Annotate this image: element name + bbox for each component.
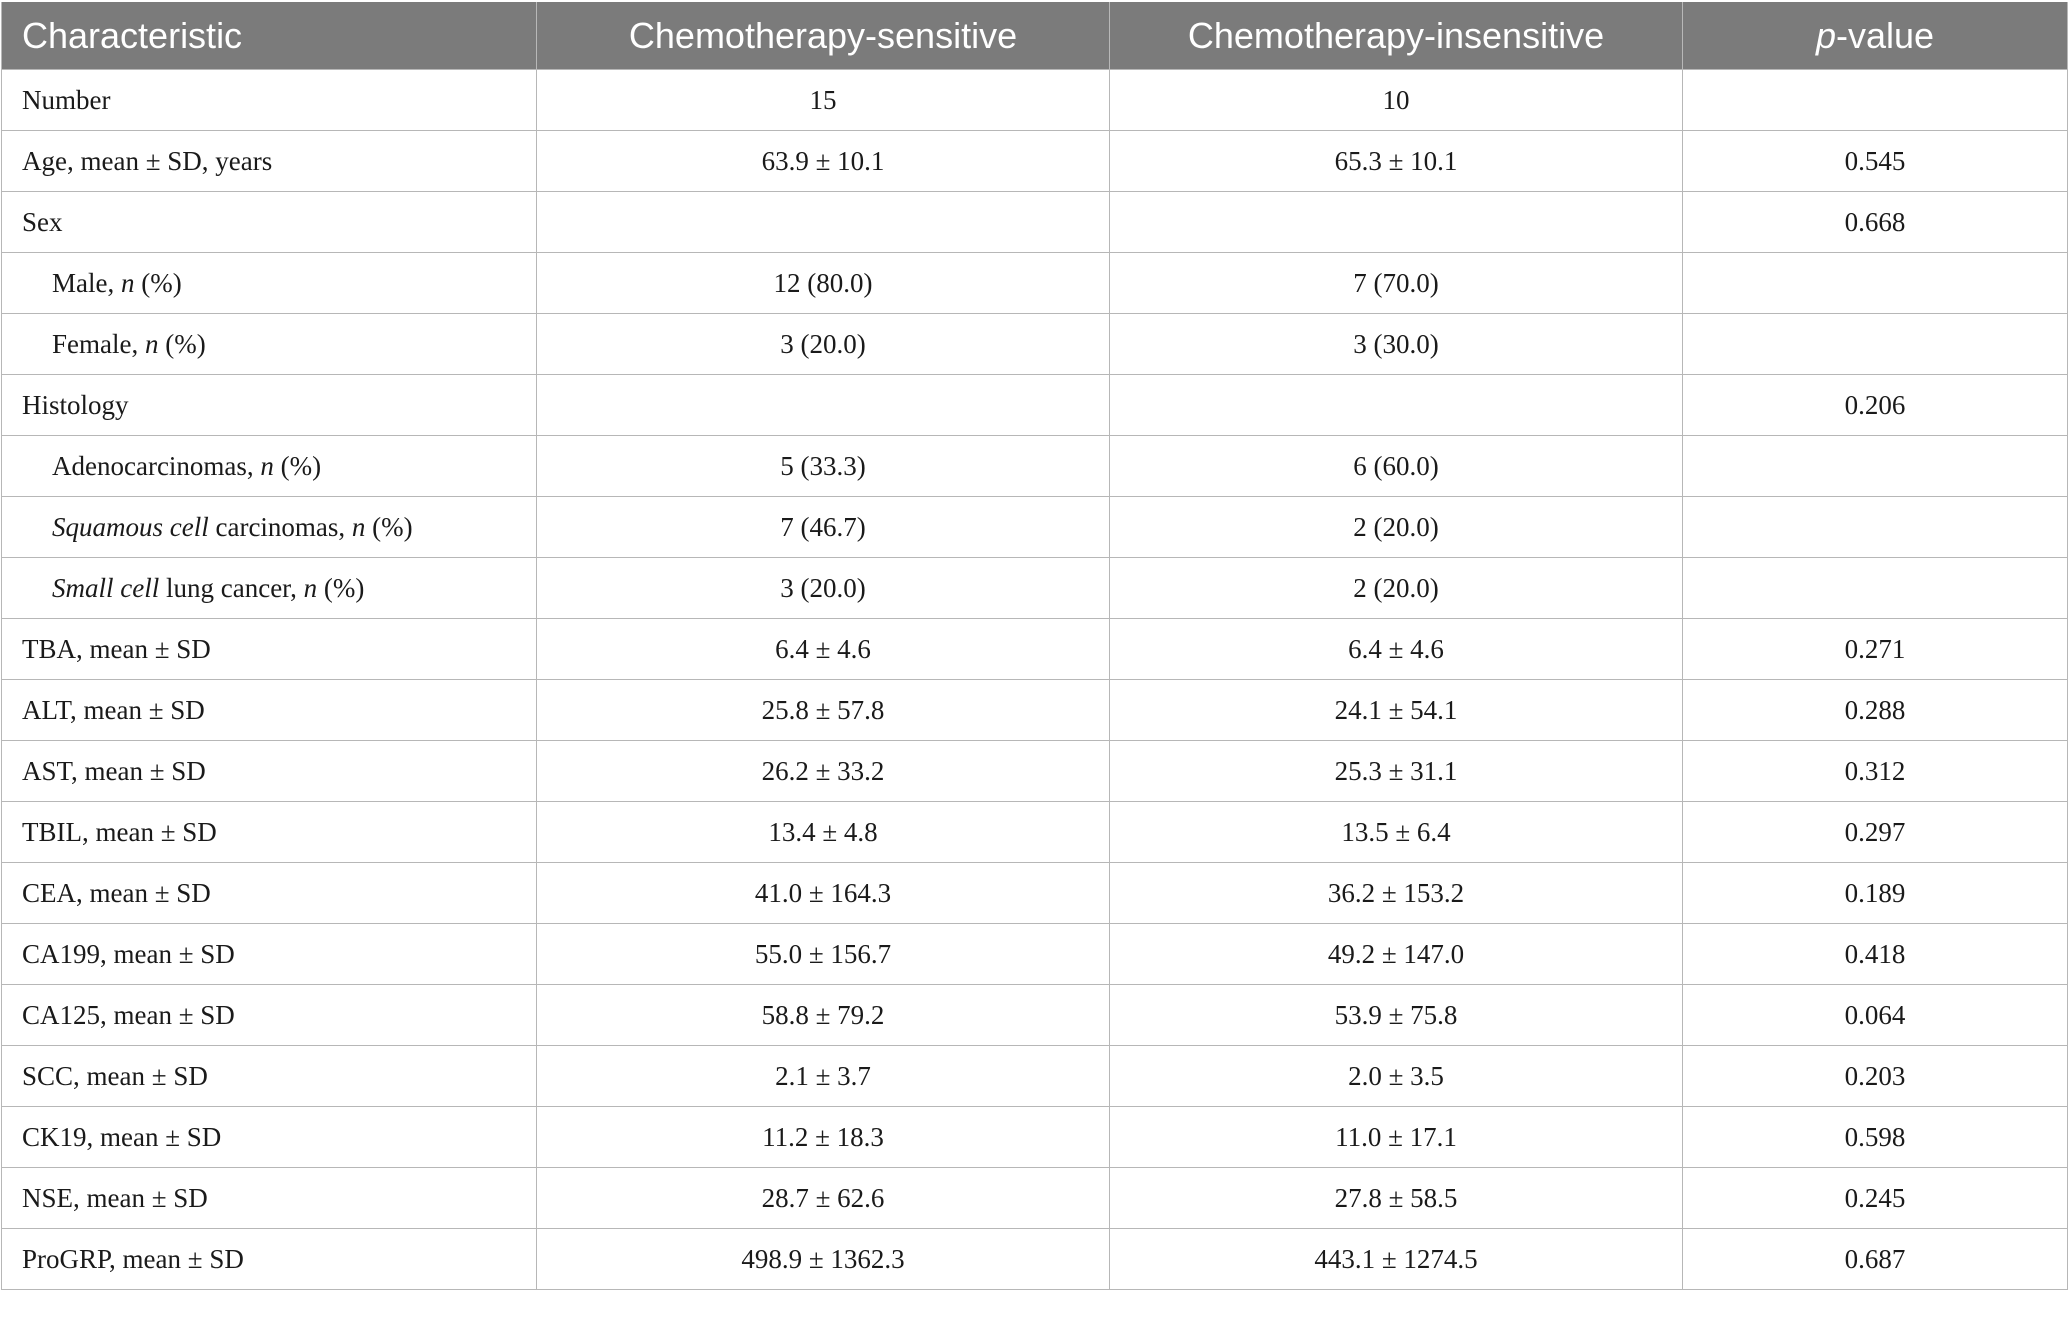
row-label: ProGRP, mean ± SD: [2, 1229, 537, 1290]
table-row: [2, 1168, 2068, 1229]
cell-p-value: 0.668: [1683, 192, 2068, 253]
cell-insensitive: 36.2 ± 153.2: [1110, 863, 1683, 924]
cell-insensitive: 2.0 ± 3.5: [1110, 1046, 1683, 1107]
cell-insensitive: 7 (70.0): [1110, 253, 1683, 314]
cell-sensitive: 11.2 ± 18.3: [537, 1107, 1110, 1168]
cell-insensitive: 49.2 ± 147.0: [1110, 924, 1683, 985]
table-row: [2, 314, 2068, 375]
cell-sensitive: [537, 192, 1110, 253]
cell-sensitive: 5 (33.3): [537, 436, 1110, 497]
cell-p-value: 0.598: [1683, 1107, 2068, 1168]
row-label: [2, 314, 537, 375]
cell-insensitive: 11.0 ± 17.1: [1110, 1107, 1683, 1168]
row-label-text: (%): [134, 267, 182, 298]
row-label-italic: n: [144, 328, 159, 359]
header-chemo-sensitive: Chemotherapy-sensitive: [537, 2, 1110, 70]
cell-p-value: 0.312: [1683, 741, 2068, 802]
row-label-italic: n: [303, 572, 318, 603]
row-label: CA125, mean ± SD: [2, 985, 537, 1046]
cell-insensitive: 2 (20.0): [1110, 558, 1683, 619]
row-label-text: Female,: [52, 328, 145, 359]
cell-insensitive: 3 (30.0): [1110, 314, 1683, 375]
cell-p-value: [1683, 253, 2068, 314]
cell-insensitive: 53.9 ± 75.8: [1110, 985, 1683, 1046]
cell-insensitive: 443.1 ± 1274.5: [1110, 1229, 1683, 1290]
cell-sensitive: 12 (80.0): [537, 253, 1110, 314]
table-row: [2, 802, 2068, 863]
row-label-text: carcinomas,: [208, 511, 352, 542]
cell-sensitive: [537, 375, 1110, 436]
row-label-text: Male,: [52, 267, 121, 298]
row-label: [2, 436, 537, 497]
cell-sensitive: 7 (46.7): [537, 497, 1110, 558]
cell-insensitive: 27.8 ± 58.5: [1110, 1168, 1683, 1229]
table-row: [2, 497, 2068, 558]
table-row: [2, 1107, 2068, 1168]
table-row: [2, 863, 2068, 924]
cell-sensitive: 13.4 ± 4.8: [537, 802, 1110, 863]
cell-insensitive: 6 (60.0): [1110, 436, 1683, 497]
cell-p-value: 0.206: [1683, 375, 2068, 436]
cell-sensitive: 63.9 ± 10.1: [537, 131, 1110, 192]
cell-sensitive: 6.4 ± 4.6: [537, 619, 1110, 680]
row-label: SCC, mean ± SD: [2, 1046, 537, 1107]
cell-insensitive: 10: [1110, 70, 1683, 131]
cell-p-value: [1683, 558, 2068, 619]
row-label: CEA, mean ± SD: [2, 863, 537, 924]
cell-p-value: 0.288: [1683, 680, 2068, 741]
header-characteristic: Characteristic: [2, 2, 537, 70]
table-row: [2, 680, 2068, 741]
cell-p-value: 0.687: [1683, 1229, 2068, 1290]
cell-p-value: 0.189: [1683, 863, 2068, 924]
cell-sensitive: 26.2 ± 33.2: [537, 741, 1110, 802]
row-label-text: lung cancer,: [159, 572, 304, 603]
table-row: [2, 70, 2068, 131]
cell-sensitive: 25.8 ± 57.8: [537, 680, 1110, 741]
row-label: CK19, mean ± SD: [2, 1107, 537, 1168]
cell-sensitive: 28.7 ± 62.6: [537, 1168, 1110, 1229]
row-label-text: (%): [158, 328, 206, 359]
cell-p-value: 0.203: [1683, 1046, 2068, 1107]
cell-insensitive: 2 (20.0): [1110, 497, 1683, 558]
row-label-text: Adenocarcinomas,: [52, 450, 261, 481]
row-label: CA199, mean ± SD: [2, 924, 537, 985]
row-label: Histology: [2, 375, 537, 436]
cell-insensitive: [1110, 192, 1683, 253]
row-label: TBIL, mean ± SD: [2, 802, 537, 863]
row-label-italic: Squamous cell: [52, 511, 209, 542]
cell-insensitive: 65.3 ± 10.1: [1110, 131, 1683, 192]
row-label: AST, mean ± SD: [2, 741, 537, 802]
cell-insensitive: 24.1 ± 54.1: [1110, 680, 1683, 741]
cell-p-value: 0.064: [1683, 985, 2068, 1046]
table-row: [2, 619, 2068, 680]
cell-p-value: [1683, 314, 2068, 375]
cell-sensitive: 3 (20.0): [537, 314, 1110, 375]
table-row: [2, 131, 2068, 192]
cell-sensitive: 498.9 ± 1362.3: [537, 1229, 1110, 1290]
row-label: [2, 558, 537, 619]
table-row: [2, 741, 2068, 802]
header-row: [2, 2, 2068, 70]
table-row: [2, 375, 2068, 436]
row-label: [2, 497, 537, 558]
cell-p-value: 0.271: [1683, 619, 2068, 680]
cell-sensitive: 58.8 ± 79.2: [537, 985, 1110, 1046]
row-label: TBA, mean ± SD: [2, 619, 537, 680]
row-label-text: (%): [365, 511, 413, 542]
cell-p-value: [1683, 436, 2068, 497]
row-label-italic: n: [120, 267, 135, 298]
table-row: [2, 924, 2068, 985]
characteristics-table: [1, 2, 2068, 1290]
cell-p-value: 0.418: [1683, 924, 2068, 985]
cell-insensitive: 25.3 ± 31.1: [1110, 741, 1683, 802]
row-label: [2, 253, 537, 314]
cell-sensitive: 2.1 ± 3.7: [537, 1046, 1110, 1107]
row-label: Age, mean ± SD, years: [2, 131, 537, 192]
table-row: [2, 558, 2068, 619]
table-row: [2, 1229, 2068, 1290]
table-row: [2, 1046, 2068, 1107]
cell-sensitive: 3 (20.0): [537, 558, 1110, 619]
row-label: NSE, mean ± SD: [2, 1168, 537, 1229]
cell-p-value: [1683, 70, 2068, 131]
header-p-italic: p: [1815, 14, 1836, 56]
cell-insensitive: 6.4 ± 4.6: [1110, 619, 1683, 680]
cell-sensitive: 41.0 ± 164.3: [537, 863, 1110, 924]
header-chemo-insensitive: Chemotherapy-insensitive: [1110, 2, 1683, 70]
cell-p-value: [1683, 497, 2068, 558]
cell-insensitive: 13.5 ± 6.4: [1110, 802, 1683, 863]
table-row: [2, 192, 2068, 253]
row-label: Number: [2, 70, 537, 131]
cell-p-value: 0.297: [1683, 802, 2068, 863]
row-label-text: (%): [273, 450, 322, 481]
row-label-text: (%): [317, 572, 365, 603]
cell-insensitive: [1110, 375, 1683, 436]
table-row: [2, 253, 2068, 314]
row-label-italic: Small cell: [52, 572, 160, 603]
cell-sensitive: 55.0 ± 156.7: [537, 924, 1110, 985]
row-label-italic: n: [260, 450, 274, 481]
row-label: Sex: [2, 192, 537, 253]
row-label-italic: n: [351, 511, 366, 542]
header-p-rest: -value: [1835, 14, 1935, 56]
cell-p-value: 0.545: [1683, 131, 2068, 192]
header-p-value: [1683, 2, 2068, 70]
table-row: [2, 436, 2068, 497]
cell-p-value: 0.245: [1683, 1168, 2068, 1229]
cell-sensitive: 15: [537, 70, 1110, 131]
row-label: ALT, mean ± SD: [2, 680, 537, 741]
table-row: [2, 985, 2068, 1046]
